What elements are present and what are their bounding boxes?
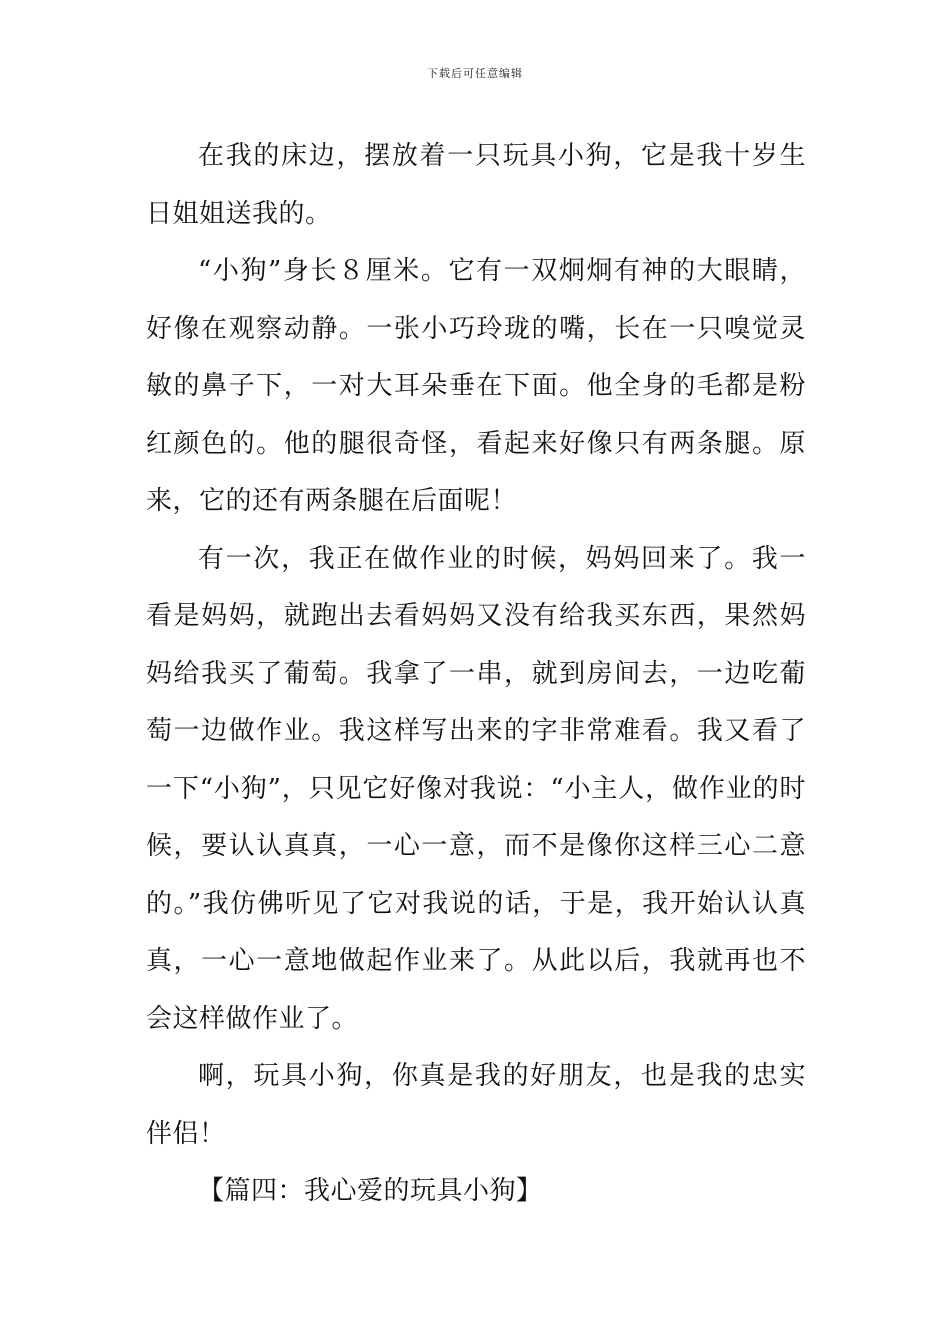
section-heading: 【篇四：我心爱的玩具小狗】 bbox=[198, 1176, 543, 1206]
paragraph-1: 在我的床边，摆放着一只玩具小狗，它是我十岁生日姐姐送我的。 bbox=[146, 141, 806, 229]
paragraph-3: 有一次，我正在做作业的时候，妈妈回来了。我一看是妈妈，就跑出去看妈妈又没有给我买东西，果然妈妈给我买了葡萄。我拿了一串，就到房间去，一边吃葡萄一边做作业。我这样写出来的字非常难看。我又看了一下“小狗”，只见它好像对我说：“小主人，做作业的时候，要认认真真，一心一意，而不是像你这样三心二意的。”我仿佛听见了它对我说的话，于是，我开始认认真真，一心一意地做起作业来了。从此以后，我就再也不会这样做作业了。 bbox=[146, 543, 806, 1034]
paragraph-4: 啊，玩具小狗，你真是我的好朋友，也是我的忠实伴侣！ bbox=[146, 1061, 806, 1149]
paragraph-2: “小狗”身长８厘米。它有一双炯炯有神的大眼睛，好像在观察动静。一张小巧玲珑的嘴，长在一只嗅觉灵敏的鼻子下，一对大耳朵垂在下面。他全身的毛都是粉红颜色的。他的腿很奇怪，看起来好像只有两条腿。原来，它的还有两条腿在后面呢！ bbox=[146, 256, 806, 516]
essay-body bbox=[146, 128, 806, 1221]
page-header-note: 下载后可任意编辑 bbox=[427, 67, 523, 80]
